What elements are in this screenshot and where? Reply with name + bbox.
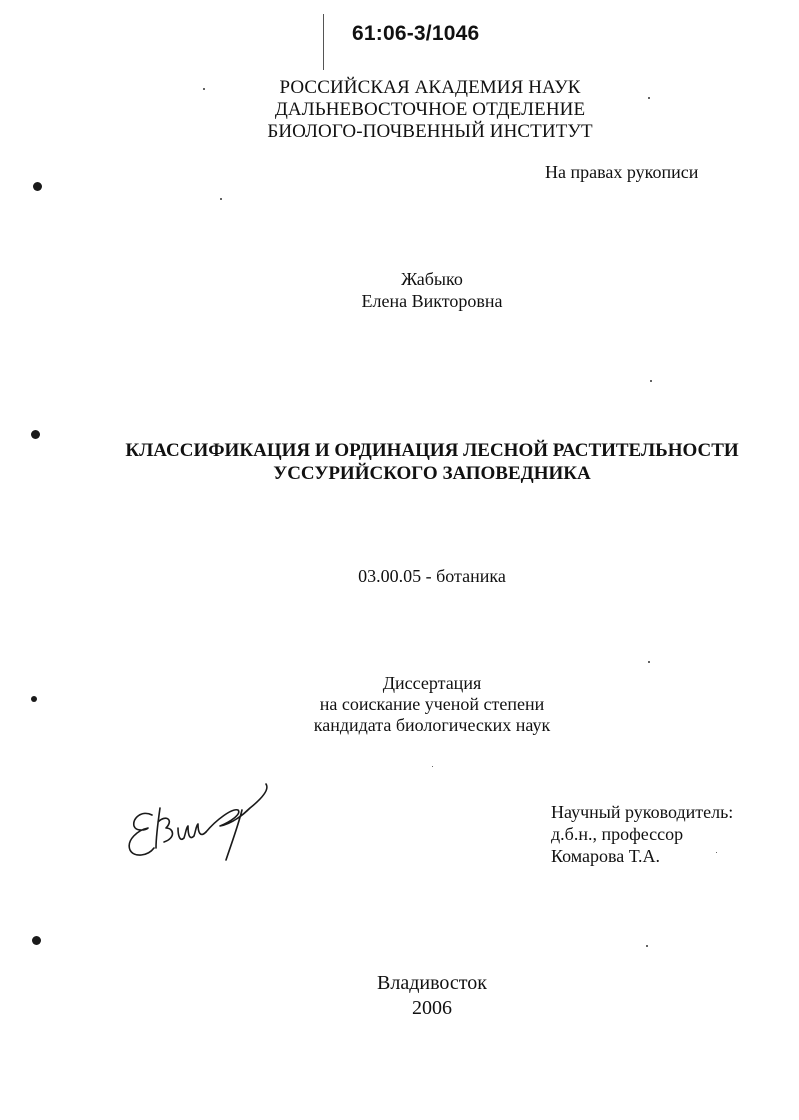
dissertation-line-2: на соискание ученой степени	[319, 694, 545, 714]
archive-code: 61:06-3/1046	[352, 22, 480, 45]
stamp-divider	[323, 14, 324, 70]
title-line-1: КЛАССИФИКАЦИЯ И ОРДИНАЦИЯ ЛЕСНОЙ РАСТИТЕЛЬНОСТИ	[125, 440, 739, 461]
supervisor-degree: д.б.н., профессор	[551, 824, 684, 844]
specialty-code: 03.00.05 - ботаника	[358, 566, 506, 586]
year: 2006	[412, 997, 452, 1019]
manuscript-rights-note: На правах рукописи	[545, 162, 699, 182]
author-surname: Жабыко	[401, 269, 463, 289]
scan-speck	[716, 852, 717, 853]
title-line-2: УССУРИЙСКОГО ЗАПОВЕДНИКА	[273, 463, 591, 484]
dissertation-type	[232, 673, 632, 736]
scan-speck	[646, 945, 648, 947]
scan-speck	[648, 97, 650, 99]
institution-header	[230, 77, 630, 143]
scan-speck	[650, 380, 652, 382]
institution-line-branch: ДАЛЬНЕВОСТОЧНОЕ ОТДЕЛЕНИЕ	[274, 99, 586, 120]
scan-speck	[203, 88, 205, 90]
punch-hole-mark	[31, 430, 40, 439]
city-year-block	[282, 971, 582, 1021]
punch-hole-mark	[33, 182, 42, 191]
dissertation-line-3: кандидата биологических наук	[313, 715, 551, 735]
supervisor-label: Научный руководитель:	[551, 802, 734, 822]
scan-speck	[648, 661, 650, 663]
scan-speck	[432, 766, 433, 767]
city: Владивосток	[377, 972, 487, 994]
supervisor-name: Комарова Т.А.	[551, 846, 660, 866]
punch-hole-mark	[31, 696, 37, 702]
handwritten-signature	[120, 770, 280, 865]
dissertation-title	[100, 439, 764, 485]
institution-line-academy: РОССИЙСКАЯ АКАДЕМИЯ НАУК	[279, 77, 581, 98]
author-given-names: Елена Викторовна	[361, 291, 503, 311]
supervisor-block	[551, 801, 733, 867]
scan-speck	[220, 198, 222, 200]
author-block	[282, 268, 582, 312]
institution-line-institute: БИОЛОГО-ПОЧВЕННЫЙ ИНСТИТУТ	[267, 121, 593, 142]
punch-hole-mark	[32, 936, 41, 945]
dissertation-line-1: Диссертация	[382, 673, 482, 693]
